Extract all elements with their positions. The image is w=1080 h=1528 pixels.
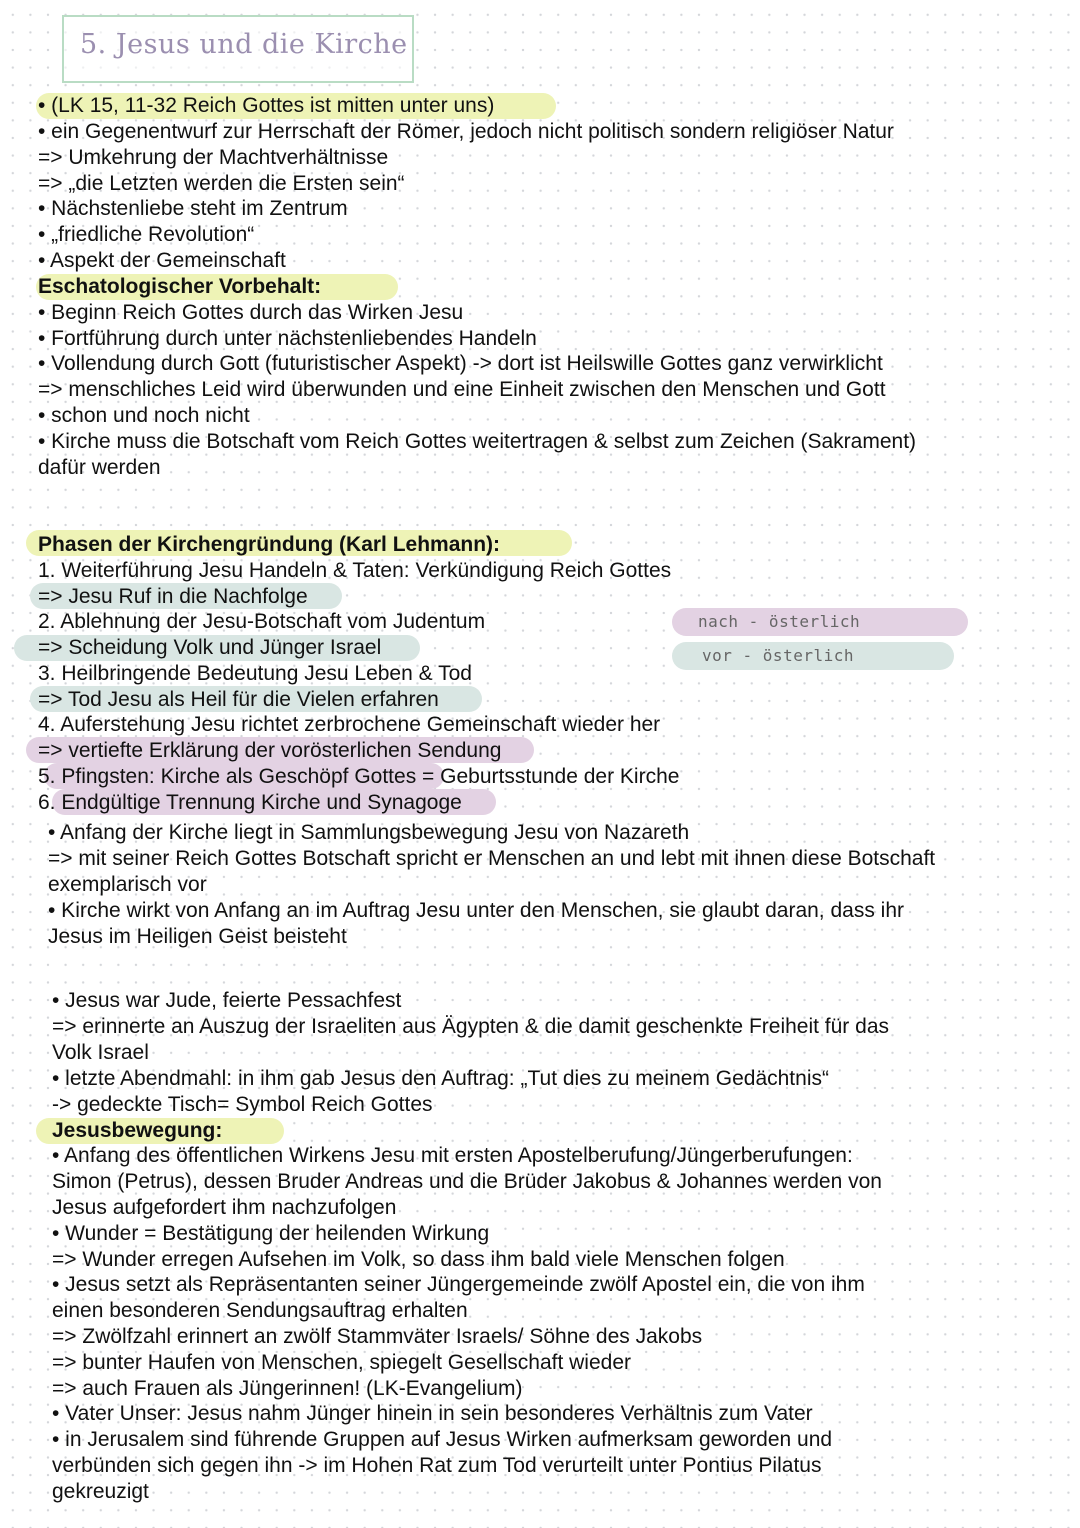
text-line: • Jesus setzt als Repräsentanten seiner Jüngergemeinde zwölf Apostel ein, die von ihm (52, 1273, 865, 1296)
text-line: => Jesu Ruf in die Nachfolge (38, 585, 308, 608)
text-line: => bunter Haufen von Menschen, spiegelt Gesellschaft wieder (52, 1351, 632, 1374)
text-line: 5. Pfingsten: Kirche als Geschöpf Gottes = Geburtsstunde der Kirche (38, 765, 680, 788)
text-line: Volk Israel (52, 1041, 149, 1064)
text-line: verbünden sich gegen ihn -> im Hohen Rat zum Tod verurteilt unter Pontius Pilatus (52, 1454, 822, 1477)
text-line: => Umkehrung der Machtverhältnisse (38, 146, 389, 169)
text-line: • schon und noch nicht (38, 404, 250, 427)
legend-label-vor: vor - österlich (702, 646, 854, 665)
section-heading: Jesusbewegung: (52, 1119, 223, 1142)
text-line: einen besonderen Sendungsauftrag erhalten (52, 1299, 468, 1322)
text-line: => Wunder erregen Aufsehen im Volk, so dass ihm bald viele Menschen folgen (52, 1248, 785, 1271)
text-line: 2. Ablehnung der Jesu-Botschaft vom Judentum (38, 610, 486, 633)
section-heading: Eschatologischer Vorbehalt: (38, 275, 322, 298)
text-line: • „friedliche Revolution“ (38, 223, 255, 246)
text-line: • Kirche muss die Botschaft vom Reich Gottes weitertragen & selbst zum Zeichen (Sakrament) (38, 430, 917, 453)
text-line: • ein Gegenentwurf zur Herrschaft der Römer, jedoch nicht politisch sondern religiöser Natur (38, 120, 894, 143)
text-line: • (LK 15, 11-32 Reich Gottes ist mitten unter uns) (38, 94, 495, 117)
text-line: Jesus im Heiligen Geist beisteht (48, 925, 347, 948)
text-line: => erinnerte an Auszug der Israeliten aus Ägypten & die damit geschenkte Freiheit für das (52, 1015, 889, 1038)
text-line: • Anfang der Kirche liegt in Sammlungsbewegung Jesu von Nazareth (48, 821, 690, 844)
section-heading: Phasen der Kirchengründung (Karl Lehmann): (38, 533, 501, 556)
text-line: • Beginn Reich Gottes durch das Wirken Jesu (38, 301, 464, 324)
text-line: • Wunder = Bestätigung der heilenden Wirkung (52, 1222, 490, 1245)
text-line: => mit seiner Reich Gottes Botschaft spricht er Menschen an und lebt mit ihnen diese Botschaft (48, 847, 936, 870)
text-line: => auch Frauen als Jüngerinnen! (LK-Evangelium) (52, 1377, 523, 1400)
text-line: Jesus aufgefordert ihm nachzufolgen (52, 1196, 397, 1219)
text-line: 4. Auferstehung Jesu richtet zerbrochene Gemeinschaft wieder her (38, 713, 661, 736)
text-line: • letzte Abendmahl: in ihm gab Jesus den Auftrag: „Tut dies zu meinem Gedächtnis“ (52, 1067, 829, 1090)
text-line: • Vater Unser: Jesus nahm Jünger hinein in sein besonderes Verhältnis zum Vater (52, 1402, 813, 1425)
text-line: • Nächstenliebe steht im Zentrum (38, 197, 348, 220)
text-line: • Jesus war Jude, feierte Pessachfest (52, 989, 402, 1012)
text-line: gekreuzigt (52, 1480, 149, 1503)
text-line: => Zwölfzahl erinnert an zwölf Stammväter Israels/ Söhne des Jakobs (52, 1325, 703, 1348)
text-line: • Fortführung durch unter nächstenliebendes Handeln (38, 327, 537, 350)
page-title: 5. Jesus und die Kirche (80, 29, 408, 60)
text-line: exemplarisch vor (48, 873, 207, 896)
text-line: • Kirche wirkt von Anfang an im Auftrag Jesu unter den Menschen, sie glaubt daran, dass ihr (48, 899, 904, 922)
text-line: Simon (Petrus), dessen Bruder Andreas und die Brüder Jakobus & Johannes werden von (52, 1170, 882, 1193)
text-line: => „die Letzten werden die Ersten sein“ (38, 172, 405, 195)
text-line: => menschliches Leid wird überwunden und eine Einheit zwischen den Menschen und Gott (38, 378, 886, 401)
text-line: • Vollendung durch Gott (futuristischer Aspekt) -> dort ist Heilswille Gottes ganz verwirklicht (38, 352, 883, 375)
legend-label-nach: nach - österlich (698, 612, 861, 631)
text-line: • in Jerusalem sind führende Gruppen auf Jesus Wirken aufmerksam geworden und (52, 1428, 833, 1451)
text-line: dafür werden (38, 456, 161, 479)
title-box (62, 15, 414, 83)
text-line: => Scheidung Volk und Jünger Israel (38, 636, 382, 659)
text-line: 1. Weiterführung Jesu Handeln & Taten: Verkündigung Reich Gottes (38, 559, 672, 582)
text-line: 6. Endgültige Trennung Kirche und Synagoge (38, 791, 462, 814)
text-line: => Tod Jesu als Heil für die Vielen erfahren (38, 688, 439, 711)
text-line: => vertiefte Erklärung der vorösterlichen Sendung (38, 739, 502, 762)
text-line: • Anfang des öffentlichen Wirkens Jesu mit ersten Apostelberufung/Jüngerberufungen: (52, 1144, 853, 1167)
text-line: -> gedeckte Tisch= Symbol Reich Gottes (52, 1093, 433, 1116)
text-line: 3. Heilbringende Bedeutung Jesu Leben & Tod (38, 662, 472, 685)
text-line: • Aspekt der Gemeinschaft (38, 249, 286, 272)
